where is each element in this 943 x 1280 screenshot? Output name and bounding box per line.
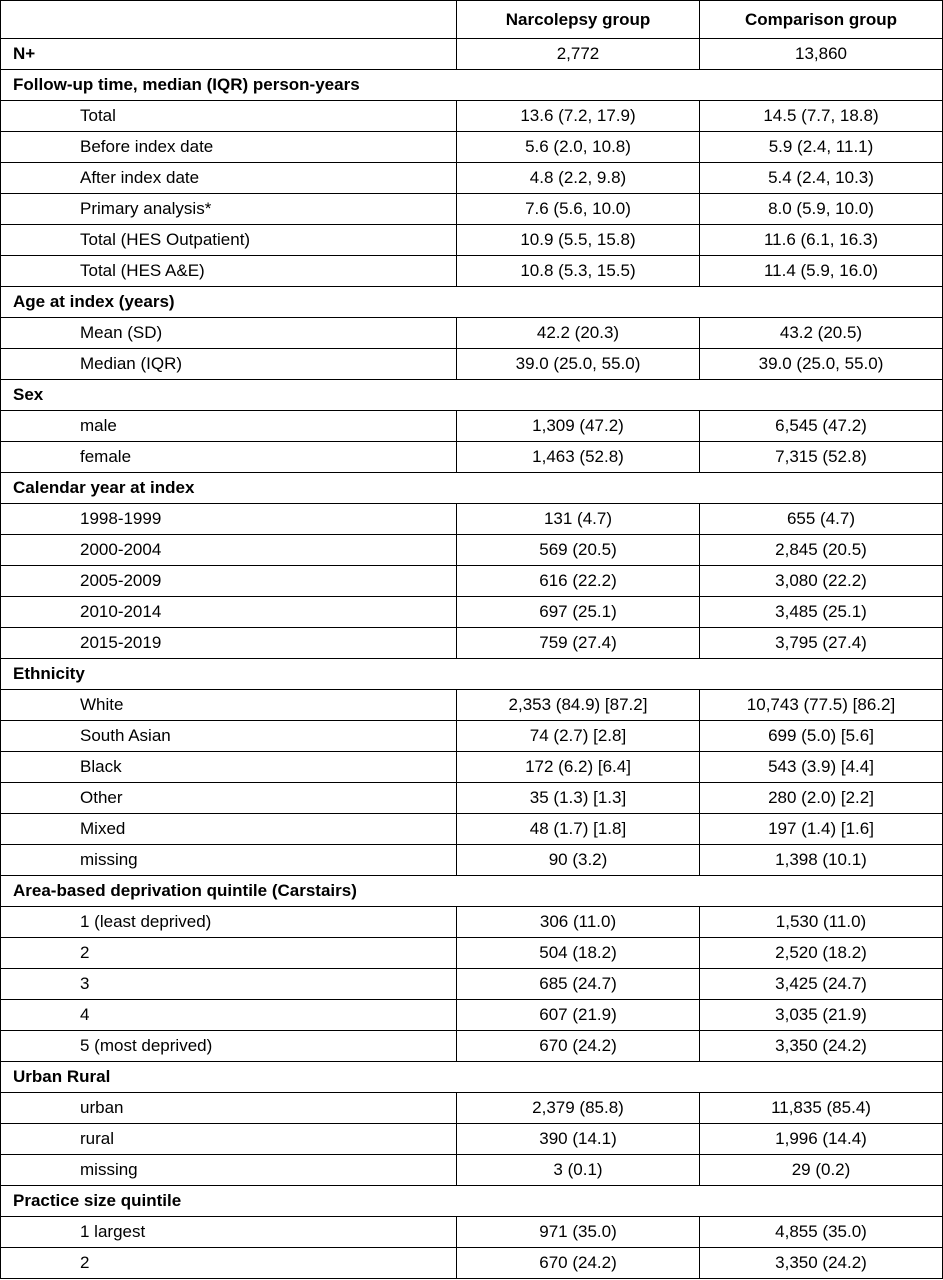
table-row — [1, 845, 943, 876]
row-label: 2 — [1, 938, 457, 969]
row-label: 2010-2014 — [1, 597, 457, 628]
comparison-value: 10,743 (77.5) [86.2] — [700, 690, 943, 721]
header-comparison-group: Comparison group — [700, 1, 943, 39]
comparison-value: 3,485 (25.1) — [700, 597, 943, 628]
narcolepsy-value: 607 (21.9) — [457, 1000, 700, 1031]
table-row — [1, 1248, 943, 1279]
narcolepsy-value: 7.6 (5.6, 10.0) — [457, 194, 700, 225]
table-row — [1, 101, 943, 132]
section-title: Sex — [1, 380, 943, 411]
row-label: missing — [1, 845, 457, 876]
narcolepsy-value: 971 (35.0) — [457, 1217, 700, 1248]
section-title: Practice size quintile — [1, 1186, 943, 1217]
comparison-value: 543 (3.9) [4.4] — [700, 752, 943, 783]
narcolepsy-value: 35 (1.3) [1.3] — [457, 783, 700, 814]
comparison-value: 280 (2.0) [2.2] — [700, 783, 943, 814]
comparison-value: 2,520 (18.2) — [700, 938, 943, 969]
narcolepsy-value: 172 (6.2) [6.4] — [457, 752, 700, 783]
row-label: urban — [1, 1093, 457, 1124]
section-header-row — [1, 287, 943, 318]
narcolepsy-value: 5.6 (2.0, 10.8) — [457, 132, 700, 163]
row-label: Other — [1, 783, 457, 814]
comparison-value: 197 (1.4) [1.6] — [700, 814, 943, 845]
table-row — [1, 225, 943, 256]
narcolepsy-value: 306 (11.0) — [457, 907, 700, 938]
row-label: Total (HES Outpatient) — [1, 225, 457, 256]
comparison-value: 699 (5.0) [5.6] — [700, 721, 943, 752]
comparison-value: 1,398 (10.1) — [700, 845, 943, 876]
comparison-value: 655 (4.7) — [700, 504, 943, 535]
table-row — [1, 318, 943, 349]
comparison-value: 1,996 (14.4) — [700, 1124, 943, 1155]
row-label: White — [1, 690, 457, 721]
n-row-comparison: 13,860 — [700, 39, 943, 70]
row-label: 2015-2019 — [1, 628, 457, 659]
section-header-row — [1, 473, 943, 504]
narcolepsy-value: 39.0 (25.0, 55.0) — [457, 349, 700, 380]
table-row — [1, 752, 943, 783]
table-row — [1, 907, 943, 938]
row-label: Before index date — [1, 132, 457, 163]
section-title: Follow-up time, median (IQR) person-years — [1, 70, 943, 101]
row-label: 2 — [1, 1248, 457, 1279]
table-row — [1, 1155, 943, 1186]
narcolepsy-value: 1,309 (47.2) — [457, 411, 700, 442]
row-label: 4 — [1, 1000, 457, 1031]
narcolepsy-value: 10.9 (5.5, 15.8) — [457, 225, 700, 256]
narcolepsy-value: 390 (14.1) — [457, 1124, 700, 1155]
row-label: South Asian — [1, 721, 457, 752]
narcolepsy-value: 697 (25.1) — [457, 597, 700, 628]
narcolepsy-value: 10.8 (5.3, 15.5) — [457, 256, 700, 287]
comparison-value: 3,080 (22.2) — [700, 566, 943, 597]
table-row — [1, 132, 943, 163]
row-label: rural — [1, 1124, 457, 1155]
comparison-value: 43.2 (20.5) — [700, 318, 943, 349]
row-label: female — [1, 442, 457, 473]
table-header-row — [1, 1, 943, 39]
row-label: Mean (SD) — [1, 318, 457, 349]
section-title: Urban Rural — [1, 1062, 943, 1093]
comparison-value: 3,425 (24.7) — [700, 969, 943, 1000]
row-label: male — [1, 411, 457, 442]
comparison-value: 11.6 (6.1, 16.3) — [700, 225, 943, 256]
narcolepsy-value: 2,353 (84.9) [87.2] — [457, 690, 700, 721]
narcolepsy-value: 616 (22.2) — [457, 566, 700, 597]
table-row — [1, 504, 943, 535]
narcolepsy-value: 2,379 (85.8) — [457, 1093, 700, 1124]
table-row — [1, 1093, 943, 1124]
comparison-value: 5.9 (2.4, 11.1) — [700, 132, 943, 163]
narcolepsy-value: 1,463 (52.8) — [457, 442, 700, 473]
row-label: missing — [1, 1155, 457, 1186]
row-label: 2005-2009 — [1, 566, 457, 597]
section-header-row — [1, 1186, 943, 1217]
narcolepsy-value: 42.2 (20.3) — [457, 318, 700, 349]
comparison-value: 29 (0.2) — [700, 1155, 943, 1186]
table-row — [1, 969, 943, 1000]
table-row — [1, 194, 943, 225]
section-header-row — [1, 380, 943, 411]
table-row — [1, 349, 943, 380]
table-row — [1, 535, 943, 566]
header-narcolepsy-group: Narcolepsy group — [457, 1, 700, 39]
table-row — [1, 628, 943, 659]
narcolepsy-value: 131 (4.7) — [457, 504, 700, 535]
comparison-value: 5.4 (2.4, 10.3) — [700, 163, 943, 194]
table-row — [1, 1000, 943, 1031]
narcolepsy-value: 670 (24.2) — [457, 1248, 700, 1279]
narcolepsy-value: 13.6 (7.2, 17.9) — [457, 101, 700, 132]
section-title: Calendar year at index — [1, 473, 943, 504]
row-label: 1 (least deprived) — [1, 907, 457, 938]
comparison-value: 6,545 (47.2) — [700, 411, 943, 442]
row-label: Mixed — [1, 814, 457, 845]
comparison-value: 3,795 (27.4) — [700, 628, 943, 659]
section-header-row — [1, 659, 943, 690]
row-label: Median (IQR) — [1, 349, 457, 380]
table-row — [1, 1031, 943, 1062]
narcolepsy-value: 48 (1.7) [1.8] — [457, 814, 700, 845]
table-row — [1, 814, 943, 845]
comparison-value: 3,350 (24.2) — [700, 1248, 943, 1279]
row-label: Total — [1, 101, 457, 132]
narcolepsy-value: 569 (20.5) — [457, 535, 700, 566]
section-title: Area-based deprivation quintile (Carstairs) — [1, 876, 943, 907]
n-row — [1, 39, 943, 70]
row-label: 2000-2004 — [1, 535, 457, 566]
row-label: After index date — [1, 163, 457, 194]
comparison-value: 3,350 (24.2) — [700, 1031, 943, 1062]
comparison-value: 4,855 (35.0) — [700, 1217, 943, 1248]
table-row — [1, 566, 943, 597]
narcolepsy-value: 90 (3.2) — [457, 845, 700, 876]
section-header-row — [1, 876, 943, 907]
table-row — [1, 411, 943, 442]
row-label: Black — [1, 752, 457, 783]
row-label: 5 (most deprived) — [1, 1031, 457, 1062]
row-label: Total (HES A&E) — [1, 256, 457, 287]
row-label: Primary analysis* — [1, 194, 457, 225]
section-title: Ethnicity — [1, 659, 943, 690]
table-row — [1, 597, 943, 628]
comparison-value: 3,035 (21.9) — [700, 1000, 943, 1031]
comparison-value: 1,530 (11.0) — [700, 907, 943, 938]
table-row — [1, 1124, 943, 1155]
section-title: Age at index (years) — [1, 287, 943, 318]
table-row — [1, 690, 943, 721]
comparison-value: 39.0 (25.0, 55.0) — [700, 349, 943, 380]
table-row — [1, 721, 943, 752]
header-blank-cell — [1, 1, 457, 39]
narcolepsy-value: 3 (0.1) — [457, 1155, 700, 1186]
narcolepsy-value: 670 (24.2) — [457, 1031, 700, 1062]
row-label: 1 largest — [1, 1217, 457, 1248]
comparison-value: 2,845 (20.5) — [700, 535, 943, 566]
table-row — [1, 938, 943, 969]
comparison-value: 14.5 (7.7, 18.8) — [700, 101, 943, 132]
table-row — [1, 1217, 943, 1248]
row-label: 1998-1999 — [1, 504, 457, 535]
row-label: 3 — [1, 969, 457, 1000]
narcolepsy-value: 74 (2.7) [2.8] — [457, 721, 700, 752]
section-header-row — [1, 70, 943, 101]
comparison-value: 8.0 (5.9, 10.0) — [700, 194, 943, 225]
table-row — [1, 163, 943, 194]
table-row — [1, 442, 943, 473]
n-row-narcolepsy: 2,772 — [457, 39, 700, 70]
table-row — [1, 783, 943, 814]
comparison-value: 11,835 (85.4) — [700, 1093, 943, 1124]
section-header-row — [1, 1062, 943, 1093]
n-row-label: N+ — [1, 39, 457, 70]
narcolepsy-value: 4.8 (2.2, 9.8) — [457, 163, 700, 194]
narcolepsy-value: 685 (24.7) — [457, 969, 700, 1000]
narcolepsy-value: 504 (18.2) — [457, 938, 700, 969]
table-row — [1, 256, 943, 287]
comparison-value: 7,315 (52.8) — [700, 442, 943, 473]
comparison-value: 11.4 (5.9, 16.0) — [700, 256, 943, 287]
narcolepsy-value: 759 (27.4) — [457, 628, 700, 659]
